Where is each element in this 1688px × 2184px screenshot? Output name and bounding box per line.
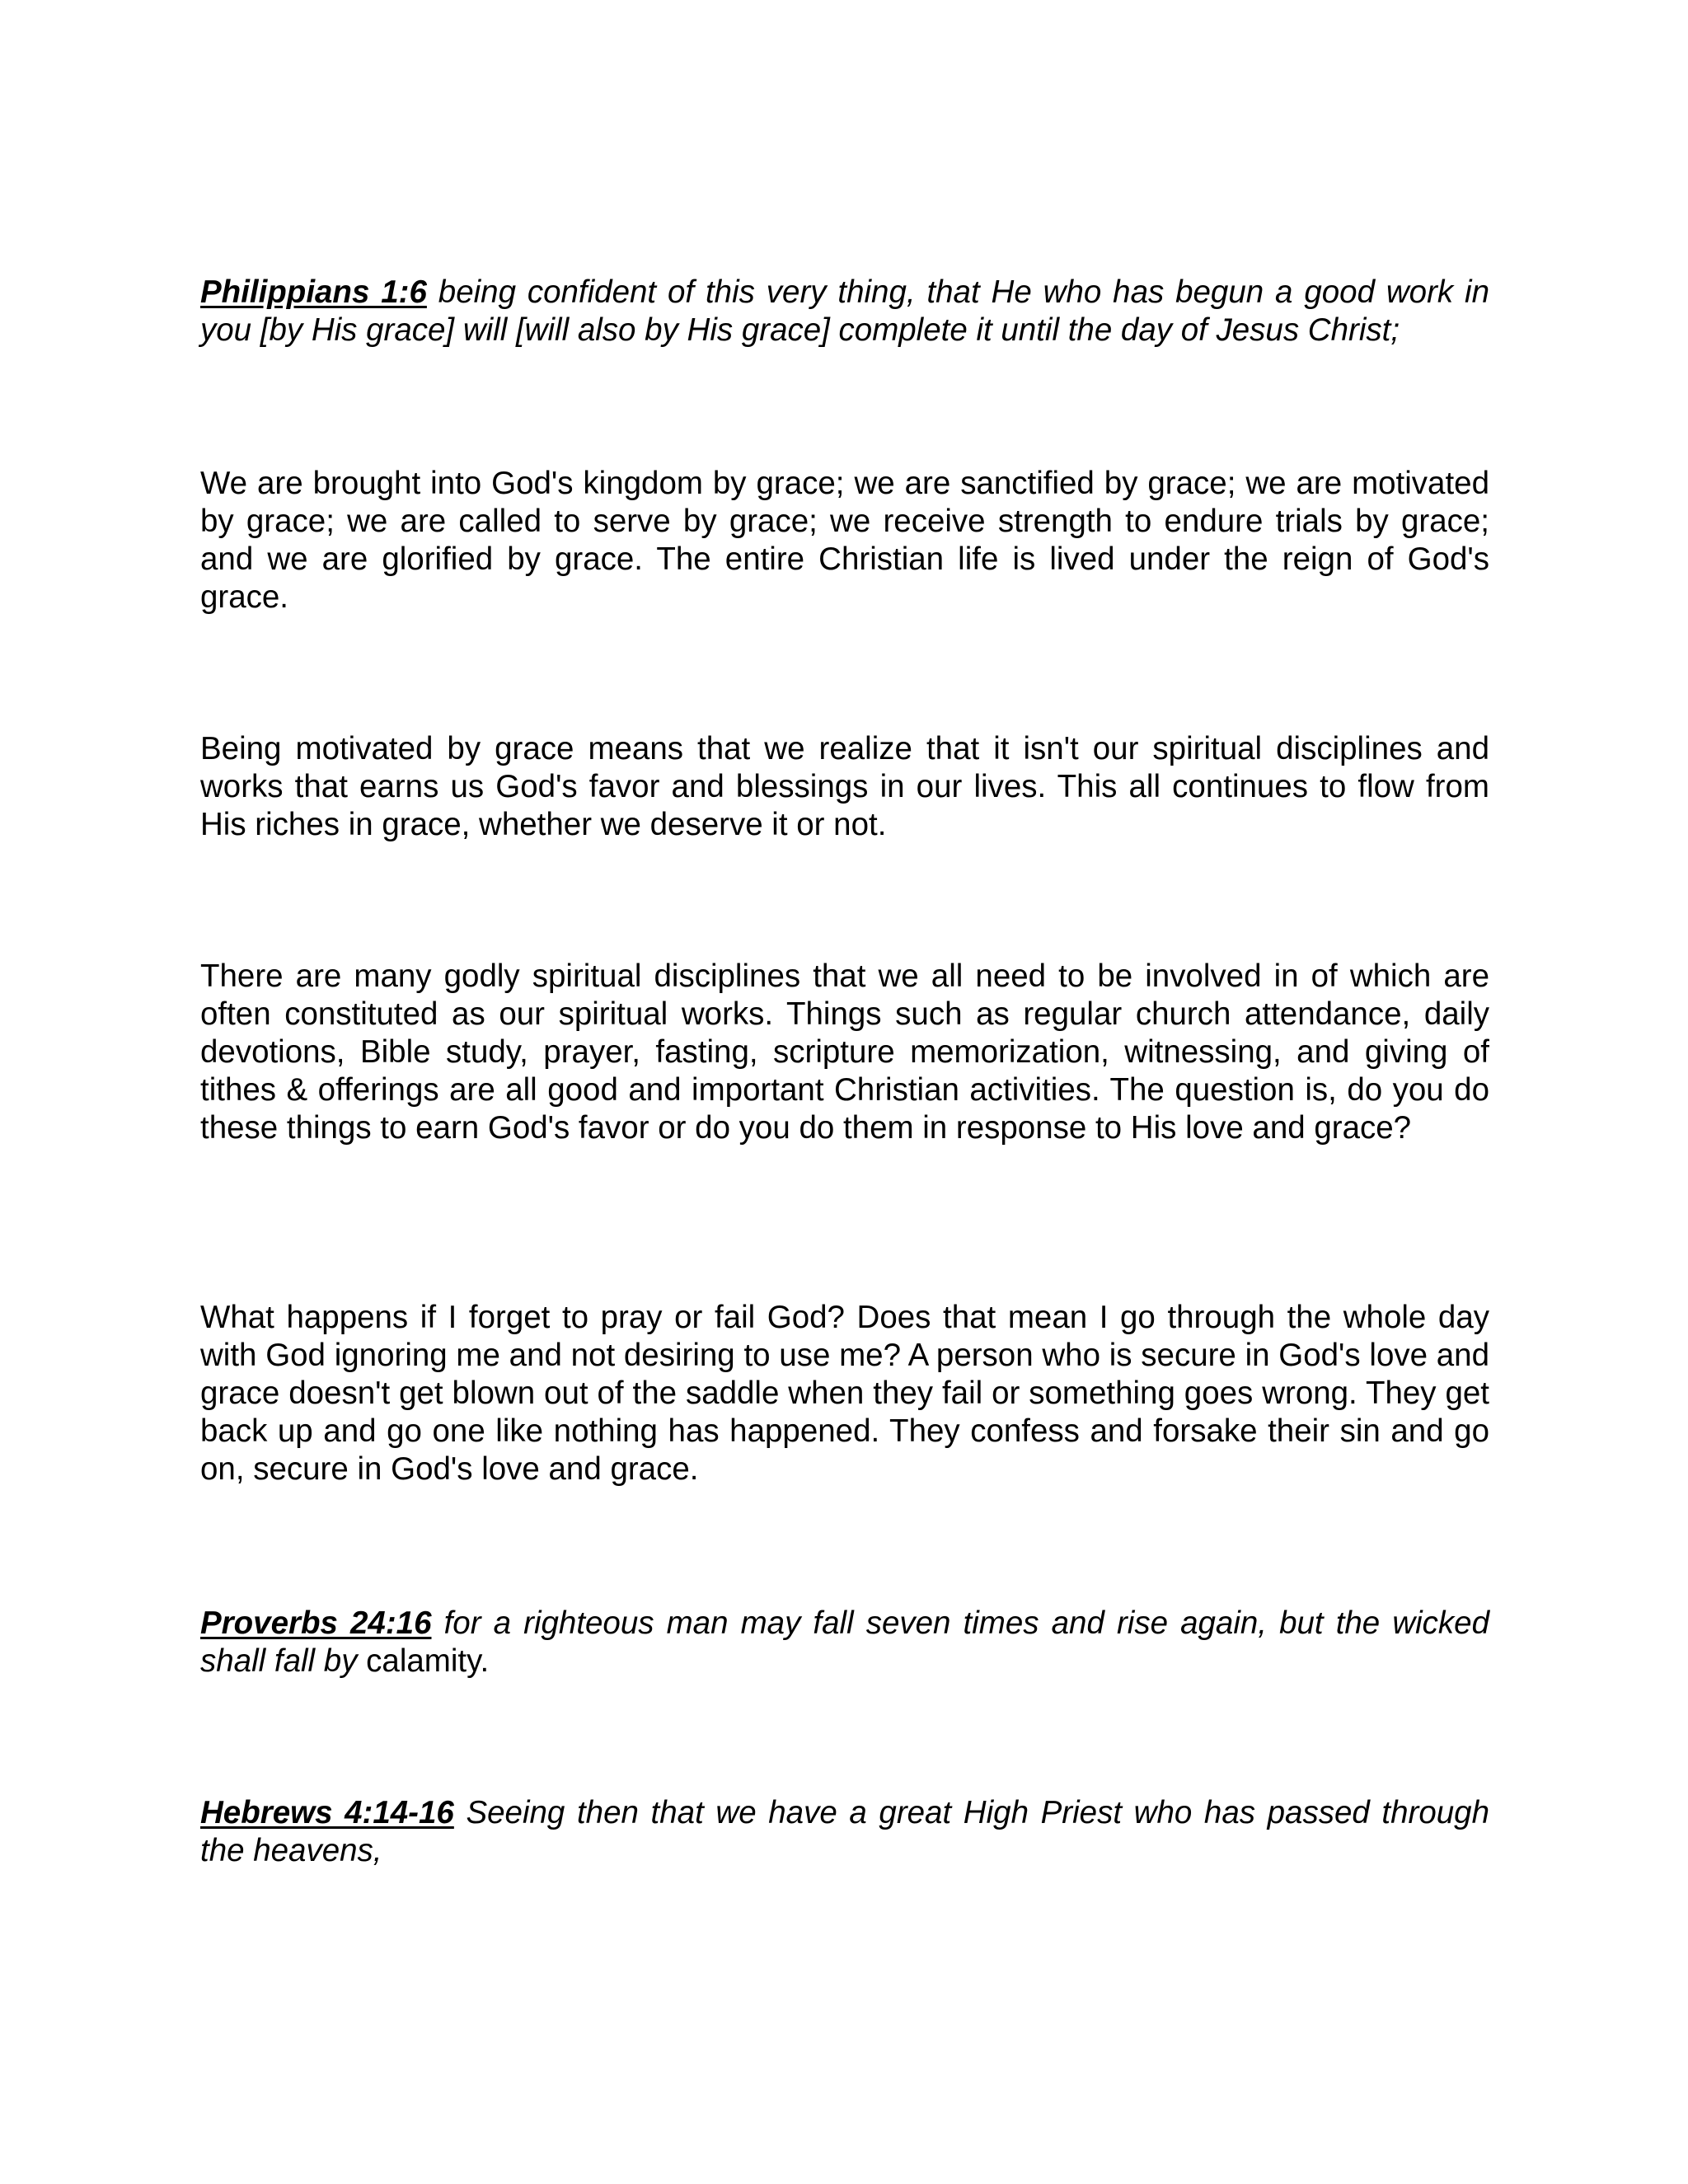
scripture-reference: Hebrews 4:14-16 (200, 1795, 454, 1830)
scripture-verse-text: for a righteous man may fall seven times and rise again, but the wicked shall fall by (200, 1605, 1489, 1679)
scripture-verse-text: Seeing then that we have a great High Priest who has passed through the heavens, (200, 1795, 1489, 1868)
scripture-proverbs-paragraph (200, 1605, 1489, 1680)
scripture-hebrews-paragraph (200, 1794, 1489, 1870)
body-paragraph-grace-reign: We are brought into God's kingdom by grace; we are sanctified by grace; we are motivated by grace; we are called to serve by grace; we receive strength to endure trials by grace; and we are glorified by grace. The entire Christian life is lived under the reign of God's grace. (200, 466, 1489, 615)
scripture-reference: Philippians 1:6 (200, 274, 427, 310)
scripture-verse-text: being confident of this very thing, that He who has begun a good work in you [by His grace] will [will also by His grace] complete it until the day of Jesus Christ; (200, 274, 1489, 348)
scripture-reference: Proverbs 24:16 (200, 1605, 432, 1641)
body-paragraph-motivated-by-grace: Being motivated by grace means that we realize that it isn't our spiritual disciplines and works that earns us God's favor and blessings in our lives. This all continues to flow from His riches in grace, whether we deserve it or not. (200, 731, 1489, 842)
body-paragraph-secure-in-grace: What happens if I forget to pray or fail God? Does that mean I go through the whole day with God ignoring me and not desiring to use me? A person who is secure in God's love and grace doesn't get blown out of the saddle when they fail or something goes wrong. They get back up and go one like nothing has happened. They confess and forsake their sin and go on, secure in God's love and grace. (200, 1300, 1489, 1487)
scripture-verse-tail: calamity. (366, 1643, 490, 1679)
body-paragraph-spiritual-disciplines: There are many godly spiritual disciplines that we all need to be involved in of which are often constituted as our spiritual works. Things such as regular church attendance, daily devotions, Bible study, prayer, fasting, scripture memorization, witnessing, and giving of tithes & offerings are all good and important Christian activities. The question is, do you do these things to earn God's favor or do you do them in response to His love and grace? (200, 958, 1489, 1146)
scripture-philippians-paragraph (200, 274, 1489, 349)
